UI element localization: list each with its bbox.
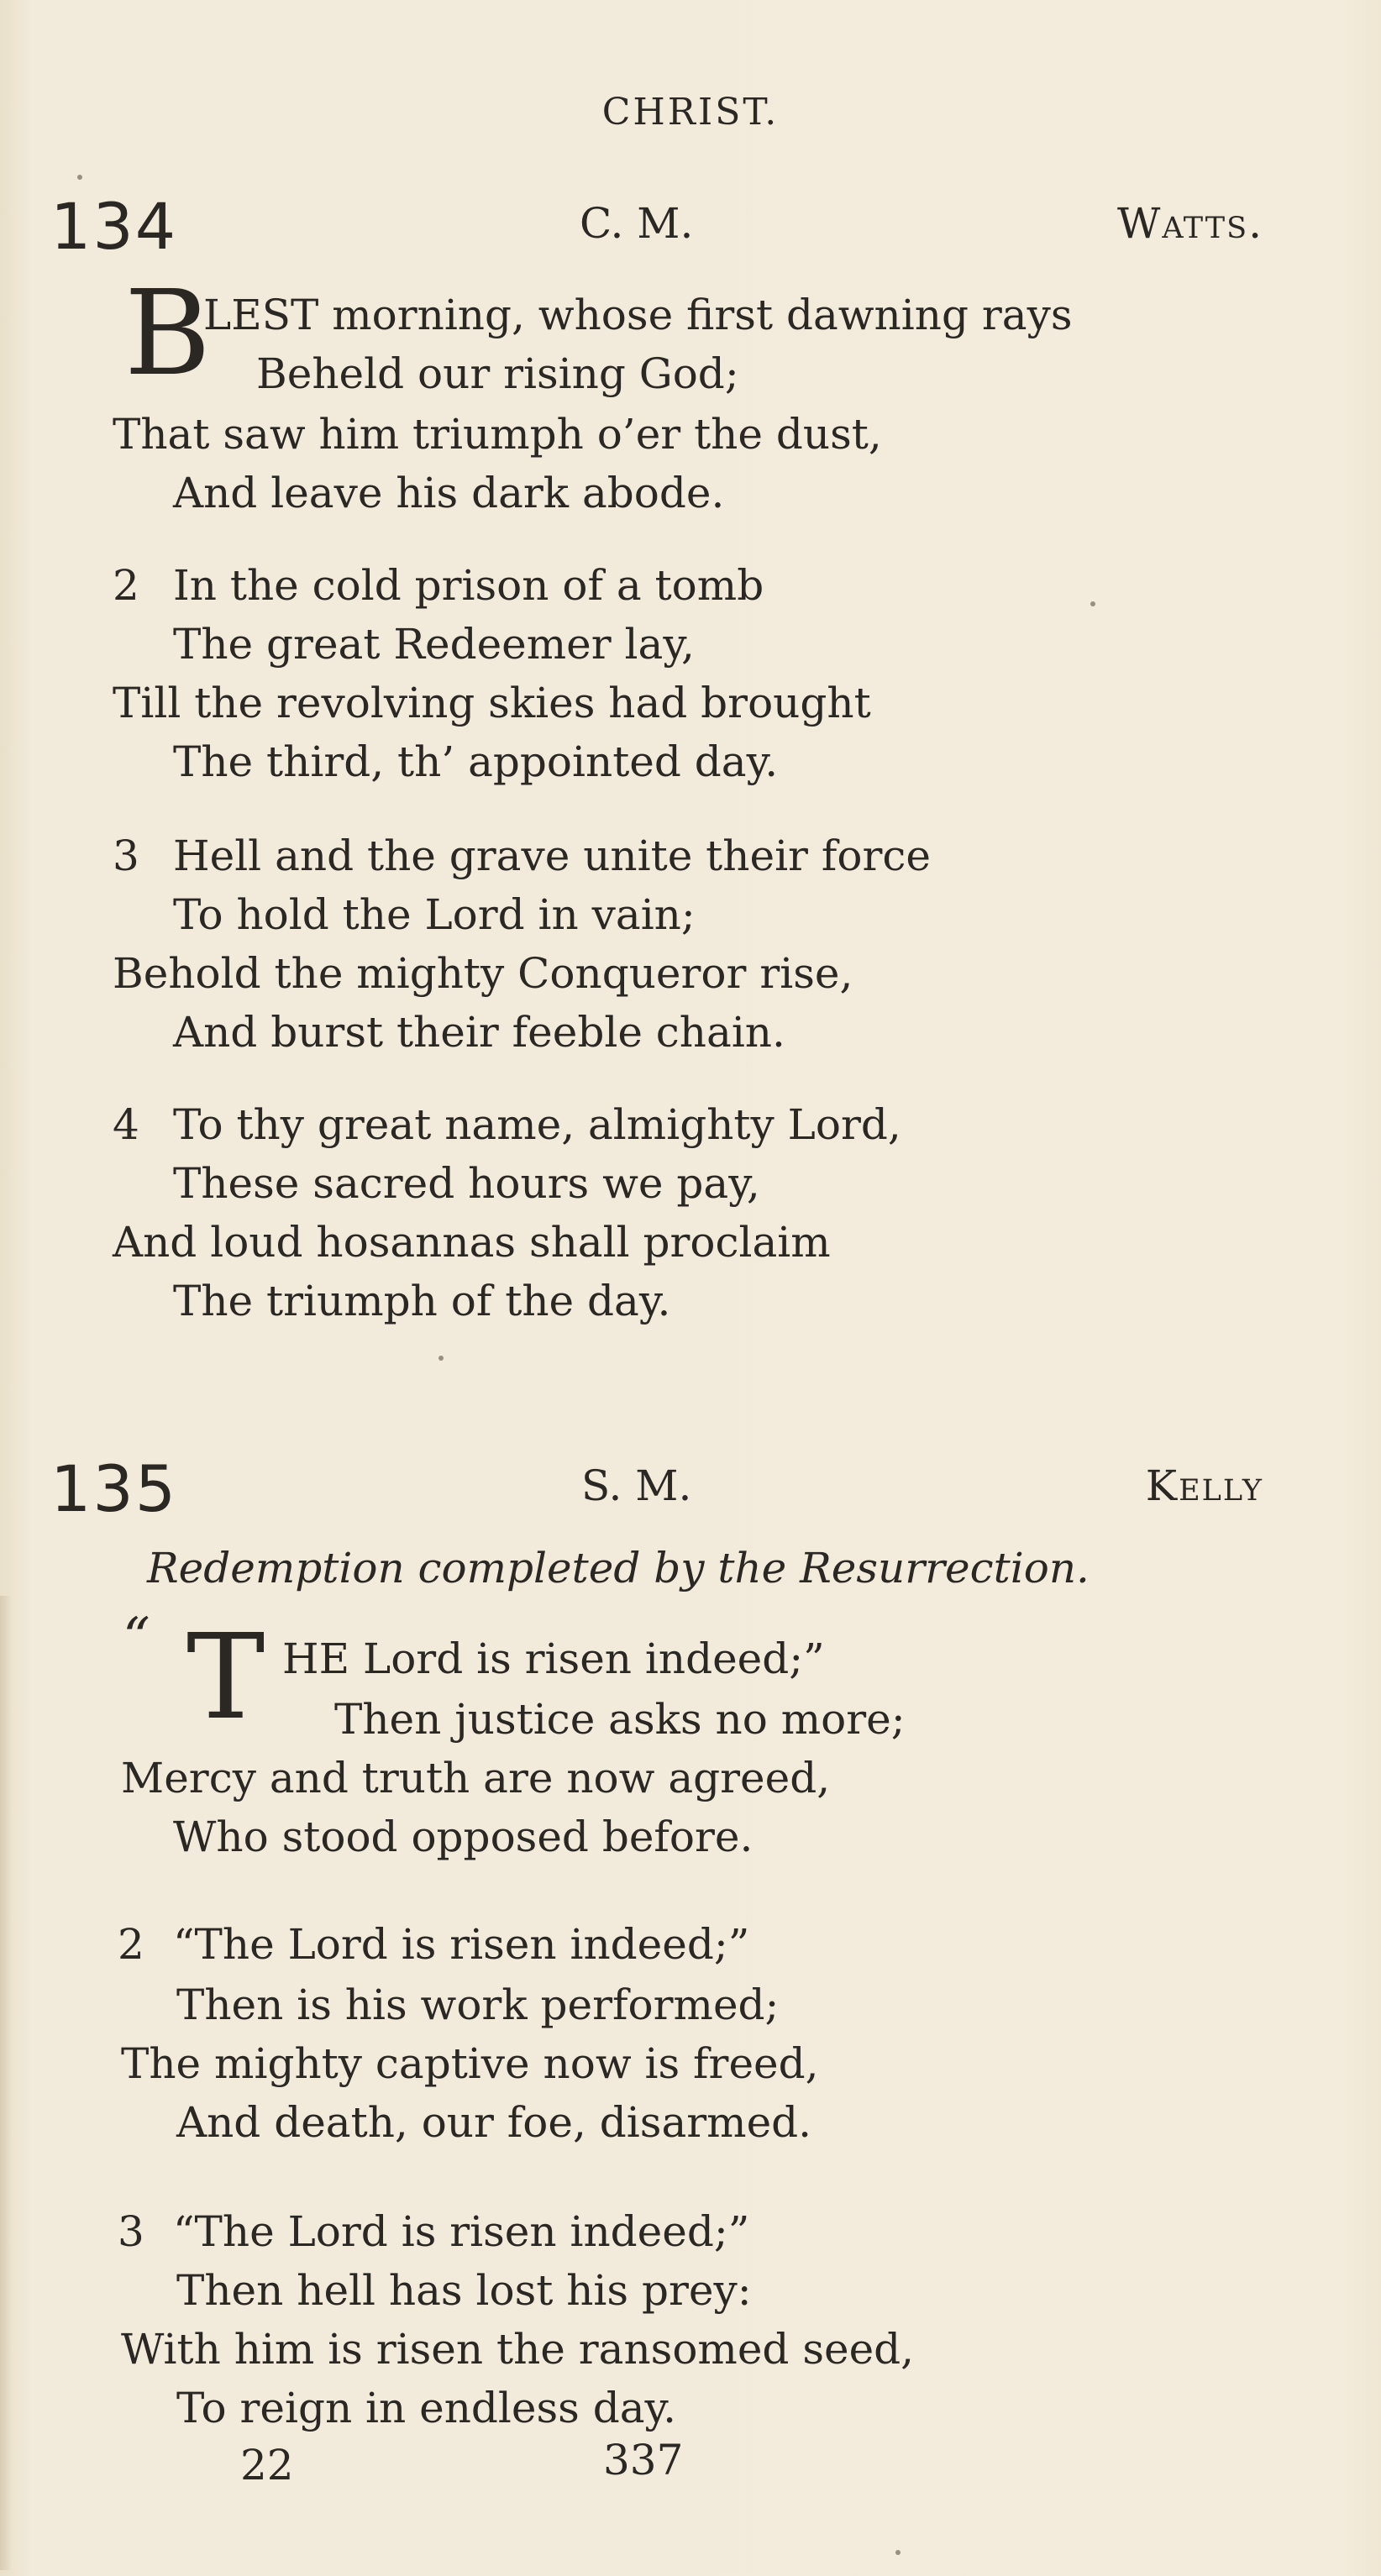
drop-cap: B: [124, 265, 211, 402]
verse-line: Hell and the grave unite their force: [173, 832, 931, 880]
hymn-subtitle: Redemption completed by the Resurrection.: [147, 1544, 1090, 1592]
print-speck: [1090, 601, 1095, 606]
verse-line: “The Lord is risen indeed;”: [173, 1920, 750, 1969]
hymn-author: Kelly: [1145, 1461, 1263, 1510]
verse-line: To hold the Lord in vain;: [173, 890, 696, 939]
opening-quote: “: [123, 1607, 150, 1669]
verse-line: With him is risen the ransomed seed,: [121, 2325, 915, 2374]
print-speck: [77, 175, 82, 180]
running-head: CHRIST.: [601, 91, 780, 134]
hymn-number: 135: [50, 1451, 178, 1526]
verse-line: “The Lord is risen indeed;”: [173, 2207, 750, 2256]
verse-line: And leave his dark abode.: [173, 469, 725, 517]
verse-line: And burst their feeble chain.: [173, 1008, 785, 1057]
hymn-number: 134: [50, 189, 178, 264]
verse-line: And death, our foe, disarmed.: [176, 2098, 812, 2147]
verse-line: Then justice asks no more;: [334, 1695, 906, 1744]
verse-line: And loud hosannas shall proclaim: [113, 1218, 831, 1267]
verse-line: Till the revolving skies had brought: [113, 679, 871, 727]
verse-line: The great Redeemer lay,: [173, 620, 695, 669]
hymn-135-header: [50, 1451, 1263, 1527]
hymn-meter: S. M.: [581, 1461, 692, 1510]
verse-line: Mercy and truth are now agreed,: [121, 1754, 831, 1802]
verse-line: These sacred hours we pay,: [173, 1159, 760, 1208]
verse-number: 3: [113, 832, 139, 880]
verse-number: 2: [113, 561, 139, 610]
verse-line: The mighty captive now is freed,: [121, 2039, 819, 2088]
verse-line: To thy great name, almighty Lord,: [173, 1100, 901, 1149]
print-speck: [438, 1356, 444, 1361]
page-edge-shadow: [0, 1596, 12, 2570]
verse-line: In the cold prison of a tomb: [173, 561, 764, 610]
verse-line: Beheld our rising God;: [256, 349, 739, 398]
verse-line: Then hell has lost his prey:: [176, 2266, 752, 2315]
page-number: 337: [603, 2436, 684, 2484]
print-speck: [895, 2550, 901, 2555]
verse-line: The third, th’ appointed day.: [173, 737, 779, 786]
verse-line: Then is his work performed;: [176, 1981, 780, 2029]
verse-line: To reign in endless day.: [176, 2384, 677, 2432]
verse-line: HE Lord is risen indeed;”: [282, 1634, 825, 1683]
verse-line: That saw him triumph o’er the dust,: [113, 410, 882, 459]
hymn-meter: C. M.: [580, 199, 694, 248]
hymn-134-header: [50, 189, 1263, 265]
verse-line: Who stood opposed before.: [173, 1813, 754, 1861]
verse-line: The triumph of the day.: [173, 1277, 671, 1325]
verse-line: LEST morning, whose first dawning rays: [203, 291, 1073, 339]
signature-mark: 22: [240, 2441, 294, 2489]
verse-line: Behold the mighty Conqueror rise,: [113, 949, 853, 998]
hymn-author: Watts.: [1117, 199, 1263, 248]
drop-cap: T: [186, 1609, 265, 1746]
verse-number: 2: [118, 1920, 144, 1969]
verse-number: 4: [113, 1100, 139, 1149]
verse-number: 3: [118, 2207, 144, 2256]
